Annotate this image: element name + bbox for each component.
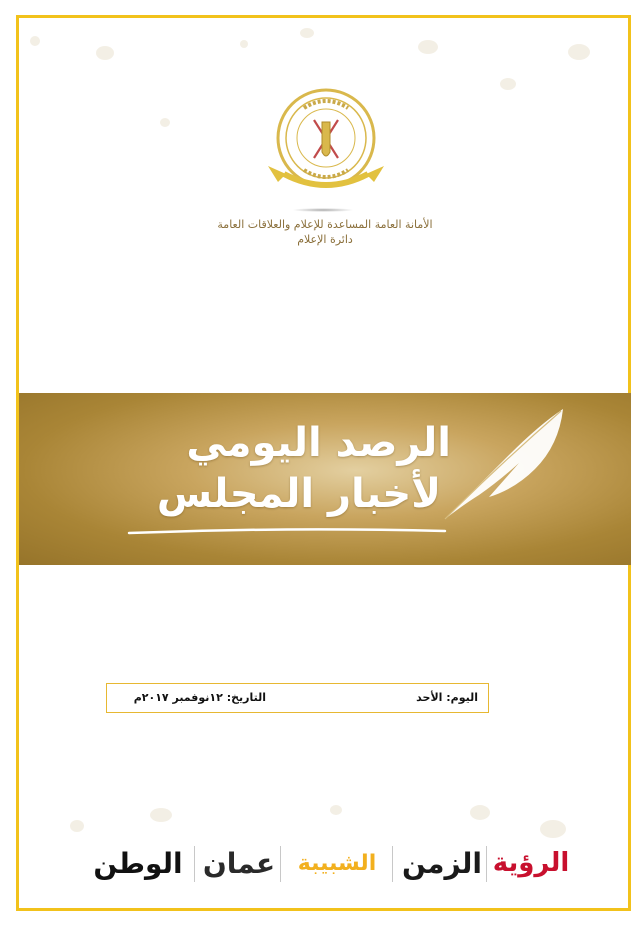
logo-separator	[194, 846, 195, 882]
shabiba-logo: الشبيبة	[297, 850, 377, 876]
newspaper-logos	[88, 838, 568, 888]
alwatan-logo: الوطن	[93, 846, 183, 880]
date-label: التاريخ: ١٢نوفمبر ٢٠١٧م	[133, 691, 266, 704]
state-council-emblem	[264, 78, 388, 206]
date-box	[106, 683, 489, 713]
emblem-shadow	[292, 208, 354, 212]
banner-title-line-1: الرصد اليومي	[186, 420, 451, 466]
organization-line-1: الأمانة العامة المساعدة للإعلام والعلاقات العامة	[217, 218, 433, 231]
alroya-logo: الرؤية	[492, 848, 570, 878]
banner-title-line-2: لأخبار المجلس	[156, 471, 441, 517]
logo-separator	[486, 846, 487, 882]
organization-header	[160, 217, 490, 247]
day-label: اليوم: الأحد	[416, 691, 478, 704]
organization-line-2: دائرة الإعلام	[297, 233, 353, 246]
title-banner	[19, 393, 631, 565]
logo-separator	[280, 846, 281, 882]
oman-logo: عمان	[202, 846, 276, 880]
quill-icon	[439, 405, 569, 525]
alzaman-logo: الزمن	[401, 846, 483, 880]
underline-swoosh	[127, 525, 447, 537]
logo-separator	[392, 846, 393, 882]
